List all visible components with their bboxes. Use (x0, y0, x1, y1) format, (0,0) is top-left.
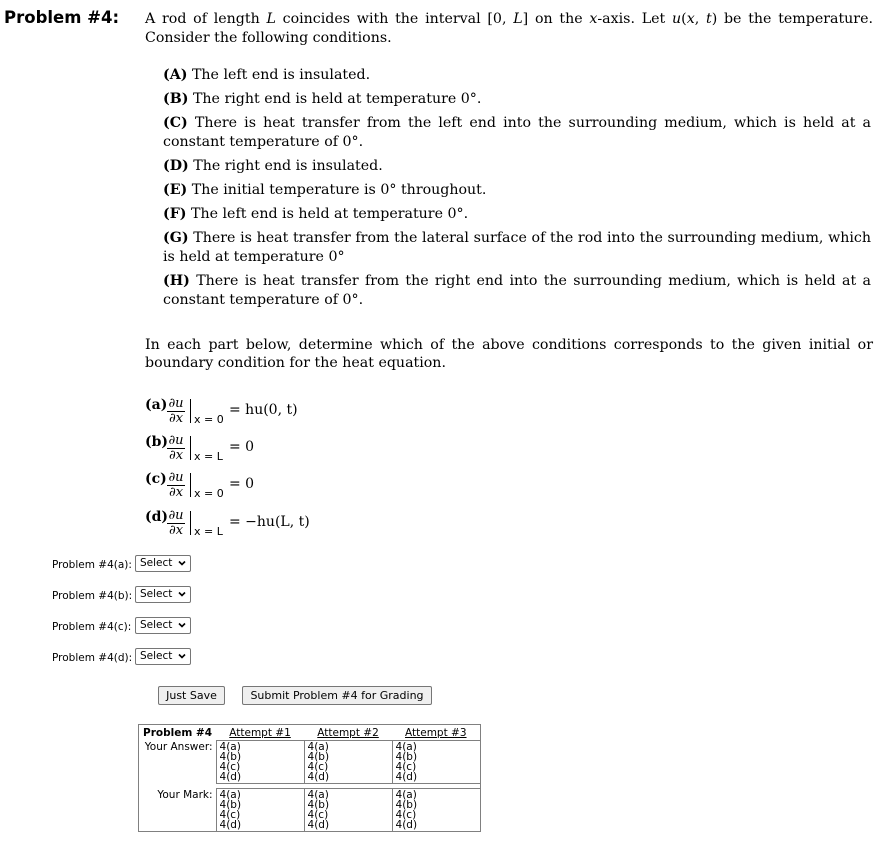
chevron-down-icon (178, 590, 186, 598)
just-save-button[interactable]: Just Save (158, 686, 225, 705)
answer-cell-attempt-1: 4(a) 4(b) 4(c) 4(d) (216, 741, 304, 784)
answer-select[interactable]: Select (135, 648, 191, 665)
condition-item: (G) There is heat transfer from the lateral surface of the rod into the surrounding medium, which is held at temperature 0° (163, 230, 871, 265)
attempts-header: Problem #4 (143, 727, 213, 740)
equation-rhs: = −hu(L, t) (229, 514, 310, 530)
attempt-2-link[interactable]: Attempt #2 (317, 727, 379, 739)
attempt-1-link[interactable]: Attempt #1 (229, 727, 291, 739)
evaluation-point: x = 0 (194, 413, 224, 426)
chevron-down-icon (178, 652, 186, 660)
condition-item: (D) The right end is insulated. (163, 158, 383, 174)
your-mark-label: Your Mark: (157, 788, 213, 801)
answer-row (52, 586, 202, 604)
chevron-down-icon (178, 621, 186, 629)
your-answer-row (139, 741, 481, 784)
partial-derivative: $\frac{\partial u}{\partial x}$ (168, 396, 184, 426)
condition-item: (B) The right end is held at temperature 0°. (163, 91, 482, 107)
conditions-list (163, 66, 871, 315)
part-label: (d) (145, 509, 169, 525)
part-label: (a) (145, 397, 168, 413)
answer-select[interactable]: Select (135, 555, 191, 572)
problem-title: Problem #4: (4, 8, 120, 27)
answer-label: Problem #4(d): (52, 652, 133, 664)
part-equation (145, 397, 345, 427)
answer-select[interactable]: Select (135, 586, 191, 603)
answer-label: Problem #4(b): (52, 590, 133, 602)
partial-derivative: $\frac{\partial u}{\partial x}$ (168, 470, 184, 500)
mark-cell-attempt-3: 4(a) 4(b) 4(c) 4(d) (392, 789, 480, 832)
equation-rhs: = hu(0, t) (229, 402, 298, 418)
condition-item: (H) There is heat transfer from the right end into the surrounding medium, which is held at a constant temperature of 0°. (163, 273, 871, 308)
answer-select[interactable]: Select (135, 617, 191, 634)
condition-item: (E) The initial temperature is 0° throughout. (163, 182, 487, 198)
mark-cell-attempt-2: 4(a) 4(b) 4(c) 4(d) (304, 789, 392, 832)
answer-row (52, 617, 202, 635)
submit-button[interactable]: Submit Problem #4 for Grading (242, 686, 432, 705)
partial-derivative: $\frac{\partial u}{\partial x}$ (168, 433, 184, 463)
partial-derivative: $\frac{\partial u}{\partial x}$ (168, 508, 184, 538)
answer-row (52, 555, 202, 573)
chevron-down-icon (178, 559, 186, 567)
evaluation-point: x = 0 (194, 487, 224, 500)
part-label: (b) (145, 434, 169, 450)
attempts-table (138, 724, 481, 832)
problem-intro: A rod of length L coincides with the interval [0, L] on the x-axis. Let u(x, t) be the temperature. Consider the following conditions. (145, 11, 873, 46)
mark-cell-attempt-1: 4(a) 4(b) 4(c) 4(d) (216, 789, 304, 832)
your-mark-row (139, 789, 481, 832)
attempt-3-link[interactable]: Attempt #3 (405, 727, 467, 739)
your-answer-label: Your Answer: (144, 740, 213, 753)
part-equation (145, 471, 345, 501)
evaluation-bar (190, 511, 191, 535)
answer-cell-attempt-3: 4(a) 4(b) 4(c) 4(d) (392, 741, 480, 784)
equation-rhs: = 0 (229, 439, 255, 455)
evaluation-bar (190, 436, 191, 460)
evaluation-point: x = L (194, 450, 223, 463)
evaluation-bar (190, 399, 191, 423)
part-equation (145, 509, 345, 539)
instructions-text: In each part below, determine which of the above conditions corresponds to the given initial or boundary condition for the heat equation. (145, 337, 873, 371)
answer-label: Problem #4(c): (52, 621, 132, 633)
evaluation-point: x = L (194, 525, 223, 538)
condition-item: (F) The left end is held at temperature 0°. (163, 206, 469, 222)
condition-item: (C) There is heat transfer from the left end into the surrounding medium, which is held at a constant temperature of 0°. (163, 115, 872, 150)
answer-cell-attempt-2: 4(a) 4(b) 4(c) 4(d) (304, 741, 392, 784)
evaluation-bar (190, 473, 191, 497)
part-equation (145, 434, 345, 464)
part-label: (c) (145, 471, 167, 487)
answer-label: Problem #4(a): (52, 559, 132, 571)
condition-item: (A) The left end is insulated. (163, 67, 371, 83)
equation-rhs: = 0 (229, 476, 255, 492)
answer-row (52, 648, 202, 666)
